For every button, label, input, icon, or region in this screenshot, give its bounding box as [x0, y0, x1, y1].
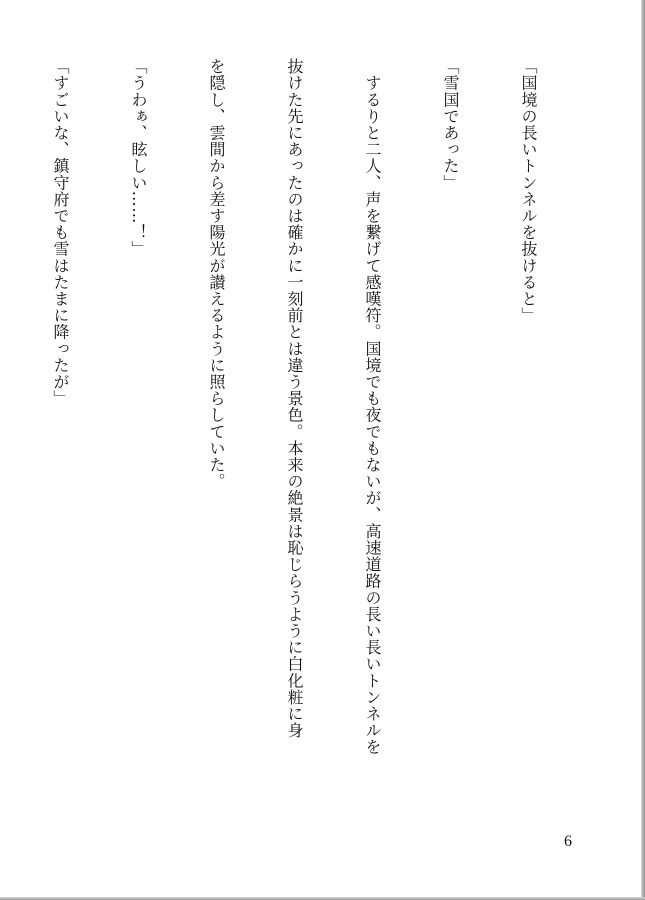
page-edge-right	[641, 0, 645, 900]
text-line: するりと二人、声を繋げて感嘆符。国境でも夜でもないが、高速道路の長い長いトンネルを	[363, 58, 382, 756]
text-line: 「国境の長いトンネルを抜けると」	[519, 58, 538, 324]
text-line: を隠し、雲間から差す陽光が讃えるように照らしていた。	[207, 58, 226, 490]
vertical-text-block	[51, 58, 593, 828]
text-line: 「すごいな、鎮守府でも雪はたまに降ったが」	[51, 58, 70, 407]
page-number: 6	[564, 833, 572, 850]
text-line: 抜けた先にあったのは確かに一刻前とは違う景色。本来の絶景は恥じらうように白化粧に身	[285, 58, 304, 739]
text-line: 「雪国であった」	[441, 58, 460, 191]
text-line: 「うわぁ、眩しい……！」	[129, 58, 148, 258]
